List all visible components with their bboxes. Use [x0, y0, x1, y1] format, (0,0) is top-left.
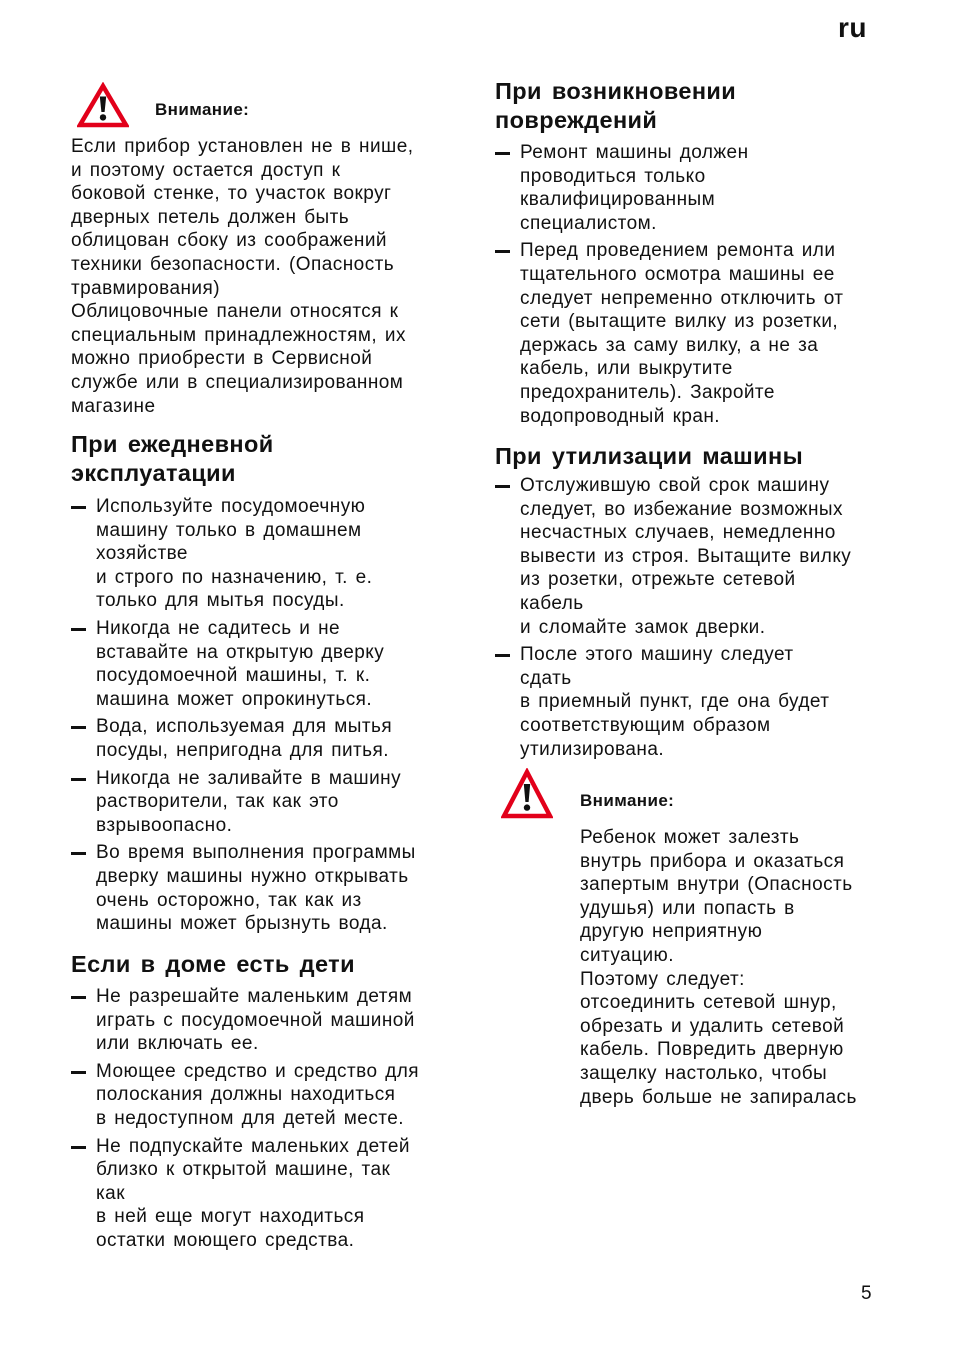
- text-line: Перед проведением ремонта или: [520, 240, 836, 262]
- text-line: После этого машину следует: [520, 644, 794, 666]
- text-line: Поэтому следует:: [580, 968, 745, 990]
- dash-bullet: [495, 485, 510, 488]
- text-line: взрывоопасно.: [96, 814, 233, 836]
- text-line: близко к открытой машине, так: [96, 1159, 391, 1181]
- text-line: Никогда не садитесь и не: [96, 617, 341, 639]
- heading-line: эксплуатации: [71, 460, 236, 486]
- text-line: посуды, непригодна для питья.: [96, 739, 390, 761]
- list-item: [71, 1135, 449, 1253]
- text-line: Не подпускайте маленьких детей: [96, 1135, 410, 1157]
- text-line: кабель: [520, 592, 584, 614]
- text-line: посудомоечной машины, т. к.: [96, 665, 371, 687]
- text-line: дверку машины нужно открывать: [96, 865, 409, 887]
- text-line: боковой стенке, то участок вокруг: [71, 183, 392, 205]
- heading-line: При ежедневной: [71, 431, 274, 457]
- text-line: следует непременно отключить от: [520, 287, 844, 309]
- dash-bullet: [495, 654, 510, 657]
- dash-bullet: [71, 628, 86, 631]
- text-line: Ребенок может залезть: [580, 827, 800, 848]
- text-line: утилизирована.: [520, 738, 665, 760]
- damage-list: [495, 141, 887, 428]
- text-line: машины может брызнуть вода.: [96, 913, 388, 935]
- text-line: кабель. Повредить дверную: [580, 1039, 844, 1061]
- list-item: [71, 617, 449, 711]
- list-item: [495, 643, 887, 761]
- text-line: Моющее средство и средство для: [96, 1060, 420, 1082]
- warning-text-children: [580, 826, 890, 1109]
- text-line: и сломайте замок дверки.: [520, 616, 766, 638]
- list-item: [71, 1060, 449, 1131]
- text-line: техники безопасности. (Опасность: [71, 253, 395, 275]
- dash-bullet: [71, 1071, 86, 1074]
- text-line: Никогда не заливайте в машину: [96, 767, 402, 789]
- section-heading-children: [71, 950, 449, 979]
- list-item: [71, 767, 449, 838]
- text-line: Облицовочные панели относятся к: [71, 301, 399, 323]
- text-line: вставайте на открытую дверку: [96, 641, 385, 663]
- text-line: Ремонт машины должен: [520, 142, 749, 163]
- dash-bullet: [71, 506, 86, 509]
- dash-bullet: [71, 852, 86, 855]
- text-line: машина может опрокинуться.: [96, 688, 373, 710]
- text-line: очень осторожно, так как из: [96, 889, 362, 911]
- dash-bullet: [71, 726, 86, 729]
- text-line: вывести из строя. Вытащите вилку: [520, 545, 852, 567]
- dash-bullet: [71, 996, 86, 999]
- text-line: службе или в специализированном: [71, 371, 404, 393]
- text-line: в ней еще могут находиться: [96, 1206, 365, 1228]
- text-line: Во время выполнения программы: [96, 842, 416, 864]
- text-line: в недоступном для детей месте.: [96, 1107, 404, 1129]
- list-item: [71, 841, 449, 935]
- text-line: облицован сбоку из соображений: [71, 230, 387, 252]
- text-line: внутрь прибора и оказаться: [580, 850, 845, 872]
- list-item: [495, 239, 887, 428]
- text-line: растворители, так как это: [96, 791, 339, 813]
- section-heading-daily-use: [71, 430, 449, 488]
- text-line: удушья) или попасть в: [580, 897, 795, 919]
- text-line: машину только в домашнем: [96, 519, 362, 541]
- text-line: Вода, используемая для мытья: [96, 716, 393, 738]
- list-item: [71, 495, 449, 613]
- warning-triangle-icon: [77, 82, 129, 128]
- text-line: следует, во избежание возможных: [520, 498, 843, 520]
- text-line: из розетки, отрежьте сетевой: [520, 569, 796, 591]
- text-line: квалифицированным: [520, 189, 716, 211]
- list-item: [495, 474, 887, 639]
- text-line: Используйте посудомоечную: [96, 496, 366, 517]
- warning-label: Внимание:: [155, 100, 250, 119]
- text-line: держась за саму вилку, а не за: [520, 334, 819, 356]
- text-line: Отслужившую свой срок машину: [520, 475, 830, 496]
- text-line: предохранитель). Закройте: [520, 381, 775, 403]
- text-line: другую неприятную: [580, 921, 763, 943]
- text-line: специалистом.: [520, 212, 657, 234]
- text-line: тщательного осмотра машины ее: [520, 263, 835, 285]
- heading-line: Если в доме есть дети: [71, 951, 355, 977]
- text-line: и поэтому остается доступ к: [71, 159, 341, 181]
- text-line: как: [96, 1182, 125, 1204]
- text-line: или включать ее.: [96, 1033, 259, 1055]
- text-line: можно приобрести в Сервисной: [71, 348, 373, 370]
- section-heading-disposal: [495, 442, 887, 471]
- text-line: соответствующим образом: [520, 714, 771, 736]
- disposal-list: [495, 474, 887, 761]
- text-line: отсоединить сетевой шнур,: [580, 992, 837, 1014]
- children-list: [71, 985, 449, 1253]
- section-heading-damage: [495, 77, 887, 135]
- text-line: дверных петель должен быть: [71, 206, 350, 228]
- text-line: только для мытья посуды.: [96, 590, 345, 612]
- text-line: защелку настолько, чтобы: [580, 1062, 828, 1084]
- text-line: полоскания должны находиться: [96, 1084, 396, 1106]
- text-line: дверь больше не запиралась: [580, 1086, 857, 1108]
- text-line: сети (вытащите вилку из розетки,: [520, 311, 839, 333]
- dash-bullet: [71, 1146, 86, 1149]
- text-line: играть с посудомоечной машиной: [96, 1009, 415, 1031]
- text-line: в приемный пункт, где она будет: [520, 691, 830, 713]
- text-line: магазине: [71, 395, 156, 417]
- text-line: водопроводный кран.: [520, 405, 721, 427]
- warning-label: Внимание:: [580, 791, 675, 810]
- text-line: кабель, или выкрутите: [520, 358, 733, 380]
- warning-text-installation: [71, 135, 449, 418]
- text-line: Если прибор установлен не в нише,: [71, 136, 414, 157]
- text-line: ситуацию.: [580, 944, 674, 966]
- heading-line: При утилизации машины: [495, 443, 804, 469]
- heading-line: При возникновении: [495, 78, 737, 104]
- language-tag: ru: [838, 12, 867, 43]
- text-line: обрезать и удалить сетевой: [580, 1015, 845, 1037]
- text-line: специальным принадлежностям, их: [71, 324, 406, 346]
- dash-bullet: [495, 250, 510, 253]
- list-item: [495, 141, 887, 235]
- text-line: остатки моющего средства.: [96, 1229, 355, 1251]
- heading-line: повреждений: [495, 107, 658, 133]
- text-line: Не разрешайте маленьким детям: [96, 986, 413, 1007]
- list-item: [71, 715, 449, 762]
- text-line: сдать: [520, 667, 572, 689]
- text-line: несчастных случаев, немедленно: [520, 522, 836, 544]
- dash-bullet: [71, 778, 86, 781]
- page-number: 5: [861, 1283, 872, 1304]
- text-line: хозяйстве: [96, 543, 188, 565]
- text-line: запертым внутри (Опасность: [580, 874, 853, 896]
- dash-bullet: [495, 152, 510, 155]
- text-line: травмирования): [71, 277, 220, 299]
- text-line: проводиться только: [520, 165, 706, 187]
- text-line: и строго по назначению, т. е.: [96, 566, 373, 588]
- list-item: [71, 985, 449, 1056]
- daily-use-list: [71, 495, 449, 936]
- warning-triangle-icon: [501, 768, 553, 820]
